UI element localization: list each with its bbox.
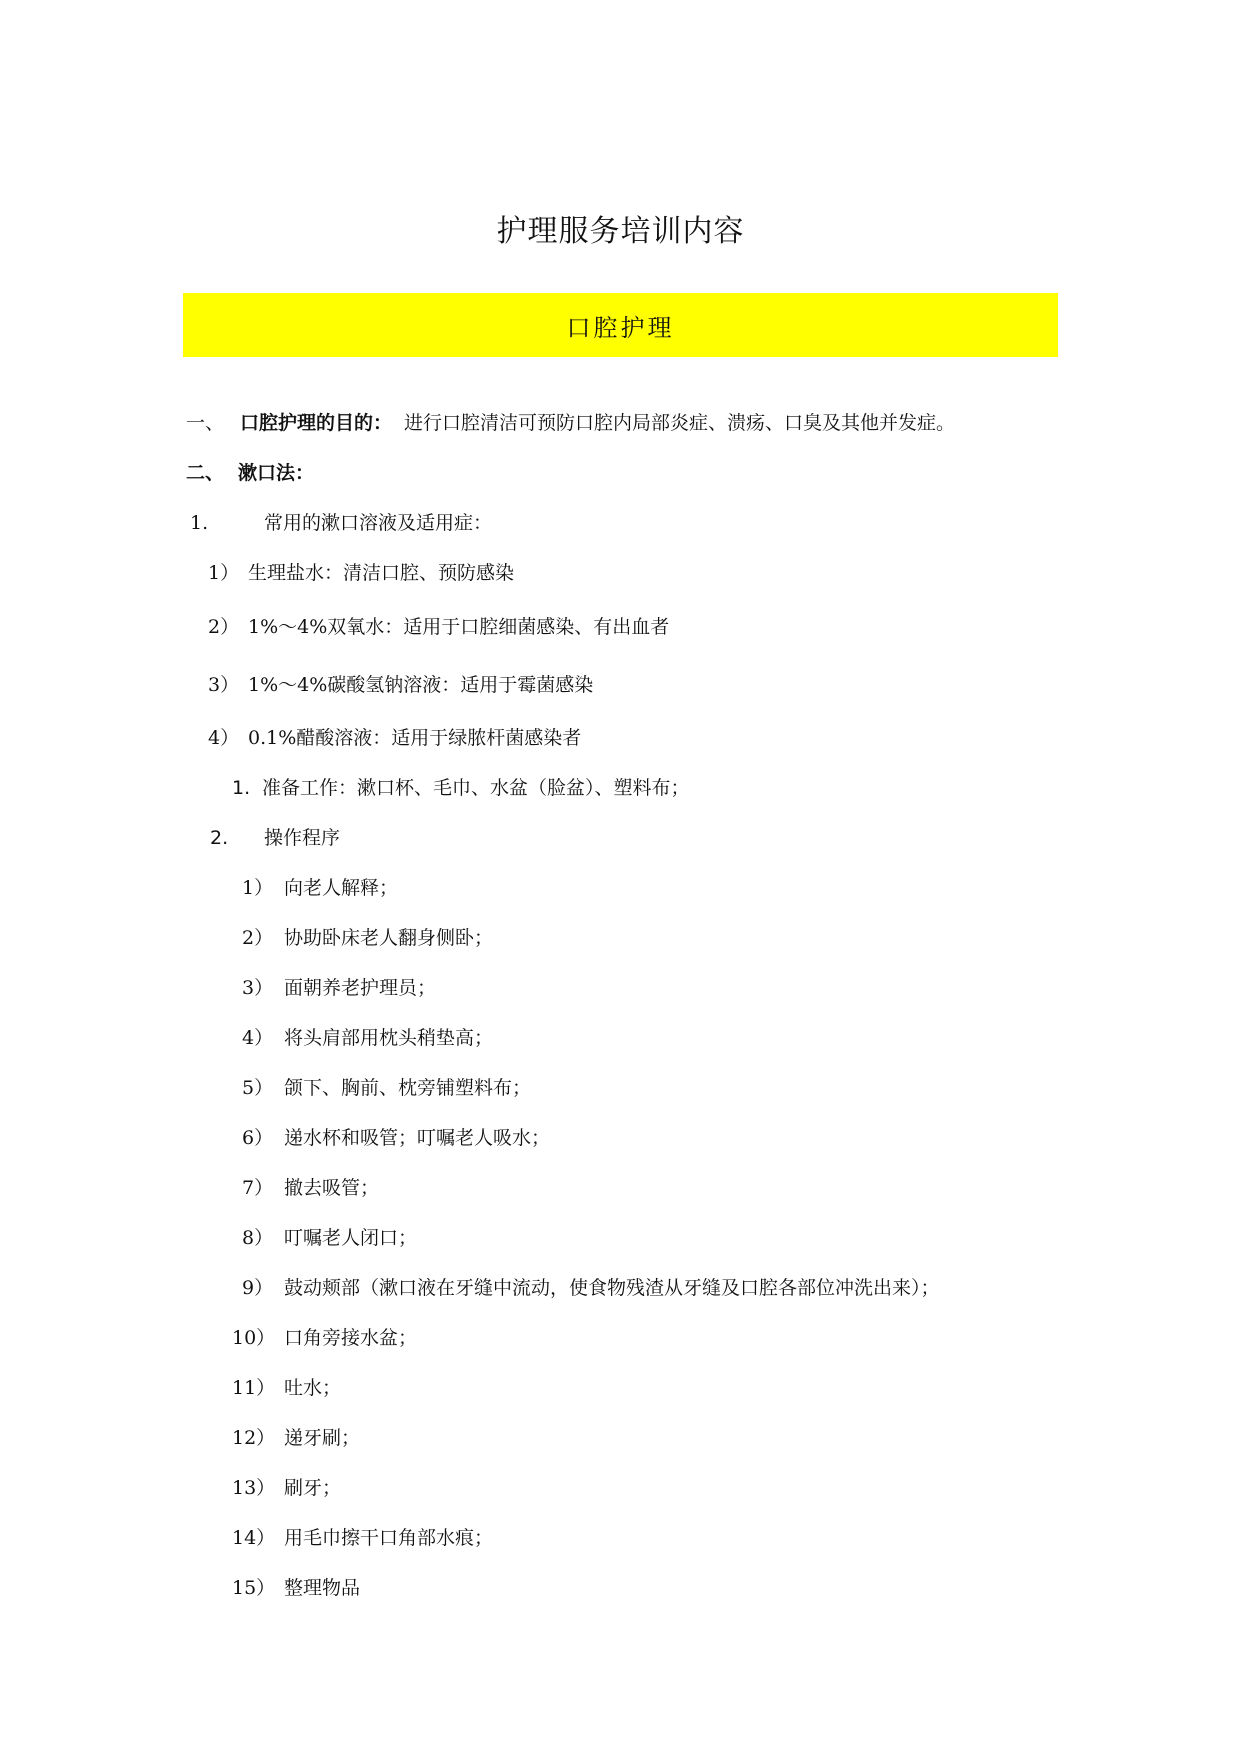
- step-marker: 14）: [232, 1527, 276, 1549]
- step-item: [242, 977, 437, 999]
- section-1-text: 进行口腔清洁可预防口腔内局部炎症、溃疡、口臭及其他并发症。: [404, 412, 956, 434]
- item-1-marker: 1.: [190, 512, 209, 534]
- step-text: 刷牙；: [284, 1477, 342, 1499]
- solution-item: [208, 616, 670, 638]
- section-1-heading: 口腔护理的目的：: [240, 412, 393, 434]
- section-2: [186, 462, 315, 484]
- section-1: [186, 412, 956, 434]
- step-item: [232, 1477, 342, 1499]
- step-item: [242, 1277, 940, 1299]
- step-item: [242, 1077, 532, 1099]
- step-text: 面朝养老护理员；: [284, 977, 437, 999]
- step-marker: 9）: [242, 1277, 274, 1299]
- banner-title: 口腔护理: [566, 313, 675, 342]
- step-marker: 7）: [242, 1177, 274, 1199]
- procedure-marker: 2.: [210, 827, 229, 849]
- section-banner: [183, 293, 1058, 357]
- procedure-item: [210, 827, 341, 849]
- solution-item: [208, 562, 515, 584]
- step-text: 叮嘱老人闭口；: [284, 1227, 418, 1249]
- step-item: [232, 1427, 361, 1449]
- step-text: 吐水；: [284, 1377, 342, 1399]
- step-text: 递牙刷；: [284, 1427, 361, 1449]
- step-marker: 13）: [232, 1477, 276, 1499]
- section-2-marker: 二、: [186, 462, 225, 484]
- solution-marker: 2）: [208, 616, 240, 638]
- step-marker: 4）: [242, 1027, 274, 1049]
- solution-marker: 3）: [208, 674, 240, 696]
- step-text: 递水杯和吸管；叮嘱老人吸水；: [284, 1127, 551, 1149]
- page-title: 护理服务培训内容: [496, 214, 745, 249]
- step-marker: 11）: [232, 1377, 276, 1399]
- prep-item: [232, 777, 690, 799]
- item-1-text: 常用的漱口溶液及适用症：: [264, 512, 493, 534]
- step-item: [242, 1177, 380, 1199]
- step-marker: 5）: [242, 1077, 274, 1099]
- step-item: [242, 1127, 551, 1149]
- solution-text: 生理盐水：清洁口腔、预防感染: [248, 562, 515, 584]
- prep-text: 准备工作：漱口杯、毛巾、水盆（脸盆）、塑料布；: [262, 777, 690, 799]
- solution-text: 1%～4%碳酸氢钠溶液：适用于霉菌感染: [248, 674, 594, 696]
- step-text: 鼓动颊部（漱口液在牙缝中流动，使食物残渣从牙缝及口腔各部位冲洗出来）；: [284, 1277, 940, 1299]
- step-item: [242, 877, 399, 899]
- solution-marker: 1）: [208, 562, 240, 584]
- procedure-text: 操作程序: [264, 827, 341, 849]
- step-marker: 3）: [242, 977, 274, 999]
- step-marker: 10）: [232, 1327, 276, 1349]
- step-text: 颌下、胸前、枕旁铺塑料布；: [284, 1077, 532, 1099]
- prep-marker: 1.: [232, 777, 251, 799]
- step-item: [232, 1577, 361, 1599]
- step-item: [232, 1527, 494, 1549]
- solution-item: [208, 727, 582, 749]
- step-text: 用毛巾擦干口角部水痕；: [284, 1527, 494, 1549]
- step-text: 向老人解释；: [284, 877, 399, 899]
- step-item: [242, 927, 494, 949]
- solution-item: [208, 674, 594, 696]
- solution-marker: 4）: [208, 727, 240, 749]
- step-marker: 12）: [232, 1427, 276, 1449]
- step-marker: 1）: [242, 877, 274, 899]
- section-1-marker: 一、: [186, 412, 225, 434]
- step-item: [242, 1227, 418, 1249]
- step-marker: 8）: [242, 1227, 274, 1249]
- solution-text: 1%～4%双氧水：适用于口腔细菌感染、有出血者: [248, 616, 670, 638]
- solution-text: 0.1%醋酸溶液：适用于绿脓杆菌感染者: [248, 727, 582, 749]
- step-text: 撤去吸管；: [284, 1177, 380, 1199]
- section-2-heading: 漱口法：: [238, 462, 315, 484]
- step-marker: 2）: [242, 927, 274, 949]
- step-item: [232, 1377, 342, 1399]
- step-item: [232, 1327, 418, 1349]
- step-marker: 6）: [242, 1127, 274, 1149]
- step-text: 整理物品: [284, 1577, 361, 1599]
- step-text: 口角旁接水盆；: [284, 1327, 418, 1349]
- step-item: [242, 1027, 494, 1049]
- step-text: 将头肩部用枕头稍垫高；: [284, 1027, 494, 1049]
- step-marker: 15）: [232, 1577, 276, 1599]
- item-1: [190, 512, 493, 534]
- step-text: 协助卧床老人翻身侧卧；: [284, 927, 494, 949]
